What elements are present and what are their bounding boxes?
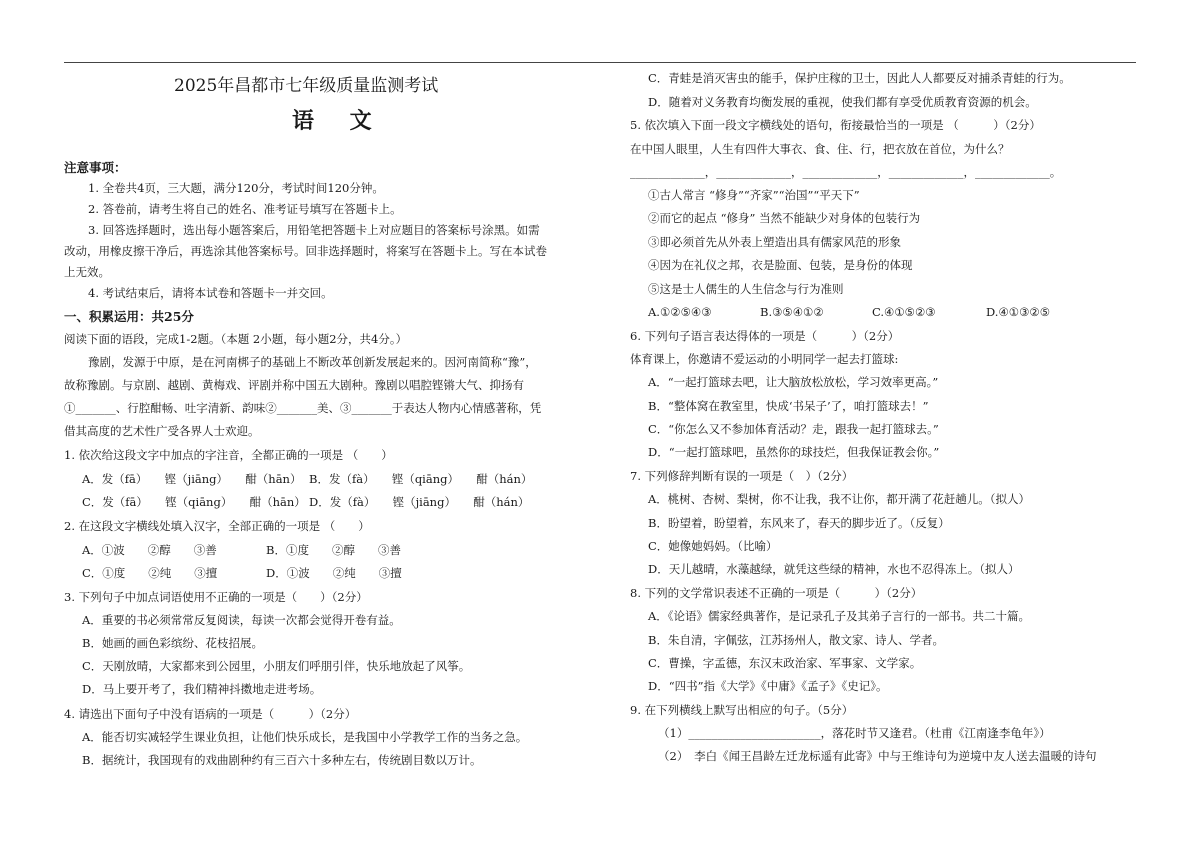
option-d: D.④①③②⑤ (986, 305, 1051, 319)
sentence-item: ①古人常言 “修身”“齐家”“治国”“平天下” (648, 188, 860, 202)
question-stem: 8. 下列的文学常识表述不正确的一项是（ ）（2分） (630, 586, 923, 600)
option-d: D．发（fà） 铿（jiāng） 酣（hán） (309, 495, 530, 509)
option-b: B．朱自清，字佩弦，江苏扬州人，散文家、诗人、学者。 (648, 633, 944, 647)
option-c: C．青蛙是消灭害虫的能手，保护庄稼的卫士，因此人人都要反对捕杀青蛙的行为。 (648, 71, 1071, 85)
question-stem: 4. 请选出下面句子中没有语病的一项是（ ）（2分） (64, 707, 357, 721)
question-stem: 1. 依次给这段文字中加点的字注音，全都正确的一项是 （ ） (64, 448, 393, 462)
option-c: C．天刚放晴，大家都来到公园里，小朋友们呼朋引伴，快乐地放起了风筝。 (82, 659, 471, 673)
question-stem: 6. 下列句子语言表达得体的一项是（ ）（2分） (630, 329, 900, 343)
option-d: D．①波 ②纯 ③擅 (266, 566, 402, 580)
subject-title: 语 文 (292, 108, 386, 134)
option-a: A．桃树、杏树、梨树，你不让我，我不让你，都开满了花赶趟儿。（拟人） (648, 492, 1031, 506)
option-a: A．能否切实减轻学生课业负担，让他们快乐成长，是我国中小学教学工作的当务之急。 (82, 730, 528, 744)
option-b: B．她画的画色彩缤纷、花枝招展。 (82, 636, 263, 650)
option-d: D．马上要开考了，我们精神抖擞地走进考场。 (82, 682, 322, 696)
question-stem: 3. 下列句子中加点词语使用不正确的一项是（ ）（2分） (64, 590, 368, 604)
section-intro: 阅读下面的语段，完成1-2题。（本题 2小题，每小题2分，共4分。） (64, 332, 408, 346)
exam-title: 2025年昌都市七年级质量监测考试 (174, 76, 439, 96)
question-stem: 9. 在下列横线上默写出相应的句子。（5分） (630, 703, 854, 717)
note-item: 1. 全卷共4页，三大题，满分120分，考试时间120分钟。 (88, 181, 384, 195)
question-stem: 2. 在这段文字横线处填入汉字，全部正确的一项是 （ ） (64, 519, 370, 533)
option-c: C．发（fā） 铿（qiāng） 酣（hān） (82, 495, 306, 509)
option-c: C．曹操，字孟德，东汉末政治家、军事家、文学家。 (648, 656, 922, 670)
recitation-line: （2） 李白《闻王昌龄左迁龙标遥有此寄》中与王维诗句为逆境中友人送去温暖的诗句 (658, 749, 1097, 763)
option-c: C．她像她妈妈。（比喻） (648, 539, 778, 553)
sentence-item: ⑤这是士人儒生的人生信念与行为准则 (648, 282, 844, 296)
sentence-item: ③即必须首先从外表上塑造出具有儒家风范的形象 (648, 235, 901, 249)
recitation-line: （1）_______________________，落花时节又逢君。（杜甫《江南逢李龟年》） (658, 726, 1051, 740)
option-b: B．“整体窝在教室里，快成‘书呆子’了，咱打篮球去！” (648, 399, 929, 413)
note-item: 改动，用橡皮擦干净后，再选涂其他答案标号。回非选择题时，将案写在答题卡上。写在本试卷 (64, 244, 547, 258)
fill-blanks: _____________，_____________，_____________，_____________，_____________。 (630, 165, 1062, 179)
option-a: A．重要的书必须常常反复阅读，每读一次都会觉得开卷有益。 (82, 613, 401, 627)
note-item: 2. 答卷前，请考生将自己的姓名、准考证号填写在答题卡上。 (88, 202, 402, 216)
option-a: A．发（fā） 铿（jiāng） 酣（hān） (82, 472, 302, 486)
option-a: A．①波 ②醇 ③善 (82, 543, 217, 557)
sentence-item: ④因为在礼仪之邦，衣是脸面、包装，是身份的体现 (648, 258, 913, 272)
option-a: A．《论语》儒家经典著作，是记录孔子及其弟子言行的一部书。共二十篇。 (648, 609, 1031, 623)
note-item: 4. 考试结束后，请将本试卷和答题卡一并交回。 (88, 286, 333, 300)
sentence-item: ②而它的起点 “修身” 当然不能缺少对身体的包装行为 (648, 211, 921, 225)
option-d: D．天儿越晴，水藻越绿，就凭这些绿的精神，水也不忍得冻上。（拟人） (648, 562, 1020, 576)
option-d: D．随着对义务教育均衡发展的重视，使我们都有享受优质教育资源的机会。 (648, 95, 1037, 109)
option-c: C.④①⑤②③ (872, 305, 936, 319)
option-d: D．“四书”指《大学》《中庸》《孟子》《史记》。 (648, 679, 888, 693)
question-stem: 7. 下列修辞判断有误的一项是（ ）（2分） (630, 469, 854, 483)
note-item: 上无效。 (64, 265, 110, 279)
notes-heading: 注意事项： (64, 160, 127, 175)
section-heading: 一、积累运用：共25分 (64, 309, 194, 324)
passage-line: 借其高度的艺术性广受各界人士欢迎。 (64, 424, 260, 438)
passage-line: 故称豫剧。与京剧、越剧、黄梅戏、评剧并称中国五大剧种。豫剧以唱腔铿锵大气、抑扬有 (64, 378, 524, 392)
note-item: 3. 回答选择题时，选出每小题答案后，用铅笔把答题卡上对应题目的答案标号涂黑。如需 (88, 223, 540, 237)
option-d: D．“一起打篮球吧，虽然你的球技烂，但我保证教会你。” (648, 445, 940, 459)
option-b: B.③⑤④①② (760, 305, 824, 319)
option-a: A.①②⑤④③ (648, 305, 712, 319)
option-b: B．①度 ②醇 ③善 (266, 543, 401, 557)
option-b: B．盼望着，盼望着，东风来了，春天的脚步近了。（反复） (648, 516, 950, 530)
option-a: A．“一起打篮球去吧，让大脑放松放松，学习效率更高。” (648, 375, 939, 389)
question-text: 体育课上，你邀请不爱运动的小明同学一起去打篮球: (630, 352, 899, 366)
option-b: B．据统计，我国现有的戏曲剧种约有三百六十多种左右，传统剧目数以万计。 (82, 753, 482, 767)
option-b: B．发（fà） 铿（qiāng） 酣（hán） (309, 472, 533, 486)
option-c: C．“你怎么又不参加体育活动？走，跟我一起打篮球去。” (648, 422, 939, 436)
question-stem: 5. 依次填入下面一段文字横线处的语句，衔接最恰当的一项是 （ ）（2分） (630, 118, 1041, 132)
passage-line: 豫剧，发源于中原，是在河南梆子的基础上不断改革创新发展起来的。因河南简称“豫”， (88, 355, 537, 369)
passage-line: ①_______、行腔酣畅、吐字清新、韵味②_______美、③_______于表达人物内心情感著称，凭 (64, 401, 542, 415)
question-text: 在中国人眼里，人生有四件大事衣、食、住、行，把衣放在首位，为什么？ (630, 142, 1010, 156)
top-rule (64, 62, 1136, 63)
option-c: C．①度 ②纯 ③擅 (82, 566, 218, 580)
